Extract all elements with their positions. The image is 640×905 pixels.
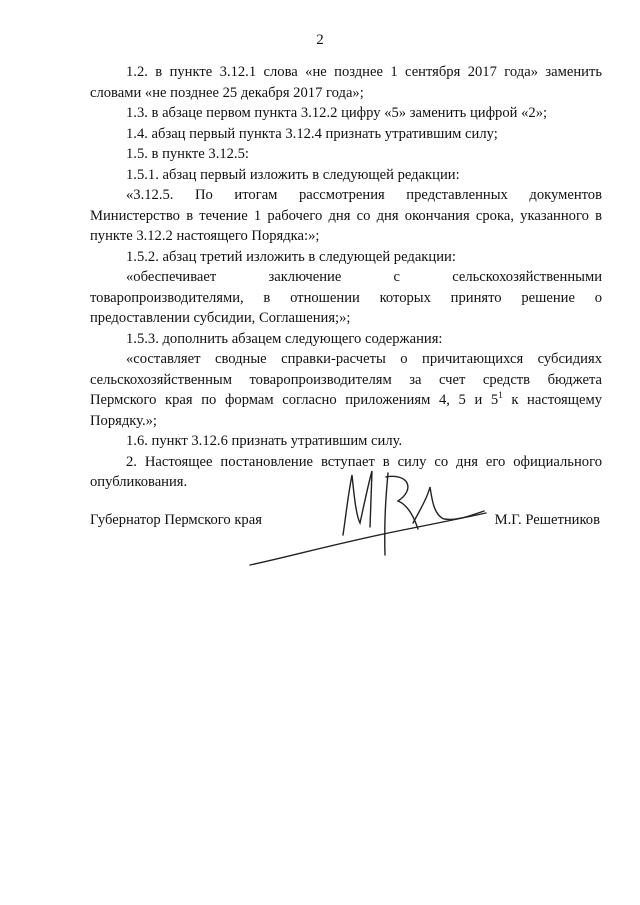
signatory-position: Губернатор Пермского края: [90, 512, 262, 528]
paragraph-quote-3-12-5: «3.12.5. По итогам рассмотрения представленных документов Министерство в течение 1 рабочего дня со дня окончания срока, указанного в пункте 3.12.2 настоящего Порядка:»;: [90, 187, 602, 244]
quote-compiles-tail: к настоящему Порядку.»;: [90, 392, 602, 429]
paragraph-1-4: 1.4. абзац первый пункта 3.12.4 признать утратившим силу;: [126, 125, 498, 142]
paragraph-quote-provides: «обеспечивает заключение с сельскохозяйственными товаропроизводителями, в отношении которых принято решение о предоставлении субсидии, Соглашения;»;: [90, 269, 602, 326]
handwritten-signature: [248, 465, 488, 575]
paragraph-1-5-2: 1.5.2. абзац третий изложить в следующей редакции:: [126, 248, 456, 265]
paragraph-1-3: 1.3. в абзаце первом пункта 3.12.2 цифру «5» заменить цифрой «2»;: [126, 105, 548, 121]
paragraph-quote-compiles: [90, 349, 602, 431]
paragraph-1-2: 1.2. в пункте 3.12.1 слова «не позднее 1 сентября 2017 года» заменить словами «не позднее 25 декабря 2017 года»;: [90, 64, 602, 101]
signatory-name: М.Г. Решетников: [494, 512, 600, 528]
paragraph-1-6: 1.6. пункт 3.12.6 признать утратившим силу.: [126, 433, 403, 449]
paragraph-1-5-3: 1.5.3. дополнить абзацем следующего содержания:: [126, 330, 443, 347]
document-body: [90, 62, 602, 493]
paragraph-1-5: 1.5. в пункте 3.12.5:: [126, 146, 249, 162]
page-number: 2: [316, 32, 324, 48]
paragraph-1-5-1: 1.5.1. абзац первый изложить в следующей редакции:: [126, 166, 460, 183]
superscript: 1: [498, 390, 503, 400]
quote-compiles-text: «составляет сводные справки-расчеты о причитающихся субсидиях сельскохозяйственным товаропроизводителям за счет средств бюджета Пермского края по формам согласно приложениям 4, 5 и 5: [90, 351, 602, 408]
paragraph-2: 2. Настоящее постановление вступает в силу со дня его официального опубликования.: [90, 453, 602, 490]
